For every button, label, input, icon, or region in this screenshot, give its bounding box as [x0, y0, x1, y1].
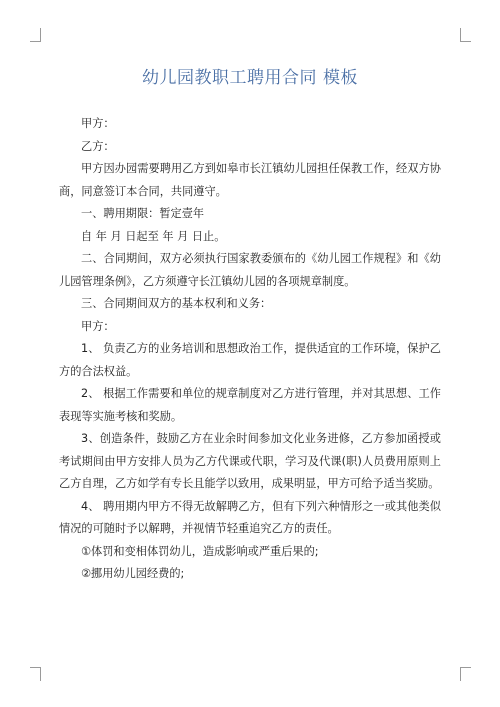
paragraph-regulations: 二、合同期间，双方必须执行国家教委颁布的《幼儿园工作规程》和《幼儿园管理条例》，乙方须遵守长江镇幼儿园的各项规章制度。	[59, 252, 441, 288]
paragraph-case-1: ①体罚和变相体罚幼儿，造成影响或严重后果的;	[81, 544, 319, 558]
paragraph-party-a-heading: 甲方：	[81, 319, 115, 333]
paragraph-rights-heading: 三、合同期间双方的基本权利和义务：	[81, 297, 272, 310]
paragraph-party-a: 甲方：	[81, 117, 115, 130]
crop-mark-top-right	[460, 28, 471, 42]
paragraph-item-1: 1、 负责乙方的业务培训和思想政治工作，提供适宜的工作环境，保护乙方的合法权益。	[59, 342, 441, 378]
crop-mark-bottom-right	[460, 667, 471, 681]
paragraph-item-3: 3、创造条件，鼓励乙方在业余时间参加文化业务进修，乙方参加函授或考试期间由甲方安排人员为乙方代课或代职，学习及代课(职)人员费用原则上乙方自理，乙方如学有专长且能学以致用，成果明显，甲方可给予适当奖励。	[59, 432, 441, 490]
crop-mark-bottom-left	[30, 667, 41, 681]
paragraph-term-dates: 自 年 月 日起至 年 月 日止。	[81, 229, 226, 243]
paragraph-case-2: ②挪用幼儿园经费的;	[81, 567, 185, 580]
document-body	[59, 113, 441, 586]
paragraph-party-b: 乙方：	[81, 139, 115, 153]
paragraph-item-4: 4、 聘用期内甲方不得无故解聘乙方，但有下列六种情形之一或其他类似情况的可随时予以解聘，并视情节轻重追究乙方的责任。	[59, 499, 441, 535]
paragraph-intro: 甲方因办园需要聘用乙方到如皋市长江镇幼儿园担任保教工作，经双方协商，同意签订本合同，共同遵守。	[59, 162, 441, 198]
document-title: 幼儿园教职工聘用合同 模板	[142, 68, 358, 88]
crop-mark-top-left	[30, 28, 41, 42]
paragraph-term: 一、聘用期限：暂定壹年	[81, 207, 205, 220]
paragraph-item-2: 2、 根据工作需要和单位的规章制度对乙方进行管理，并对其思想、工作表现等实施考核和奖励。	[59, 387, 441, 423]
